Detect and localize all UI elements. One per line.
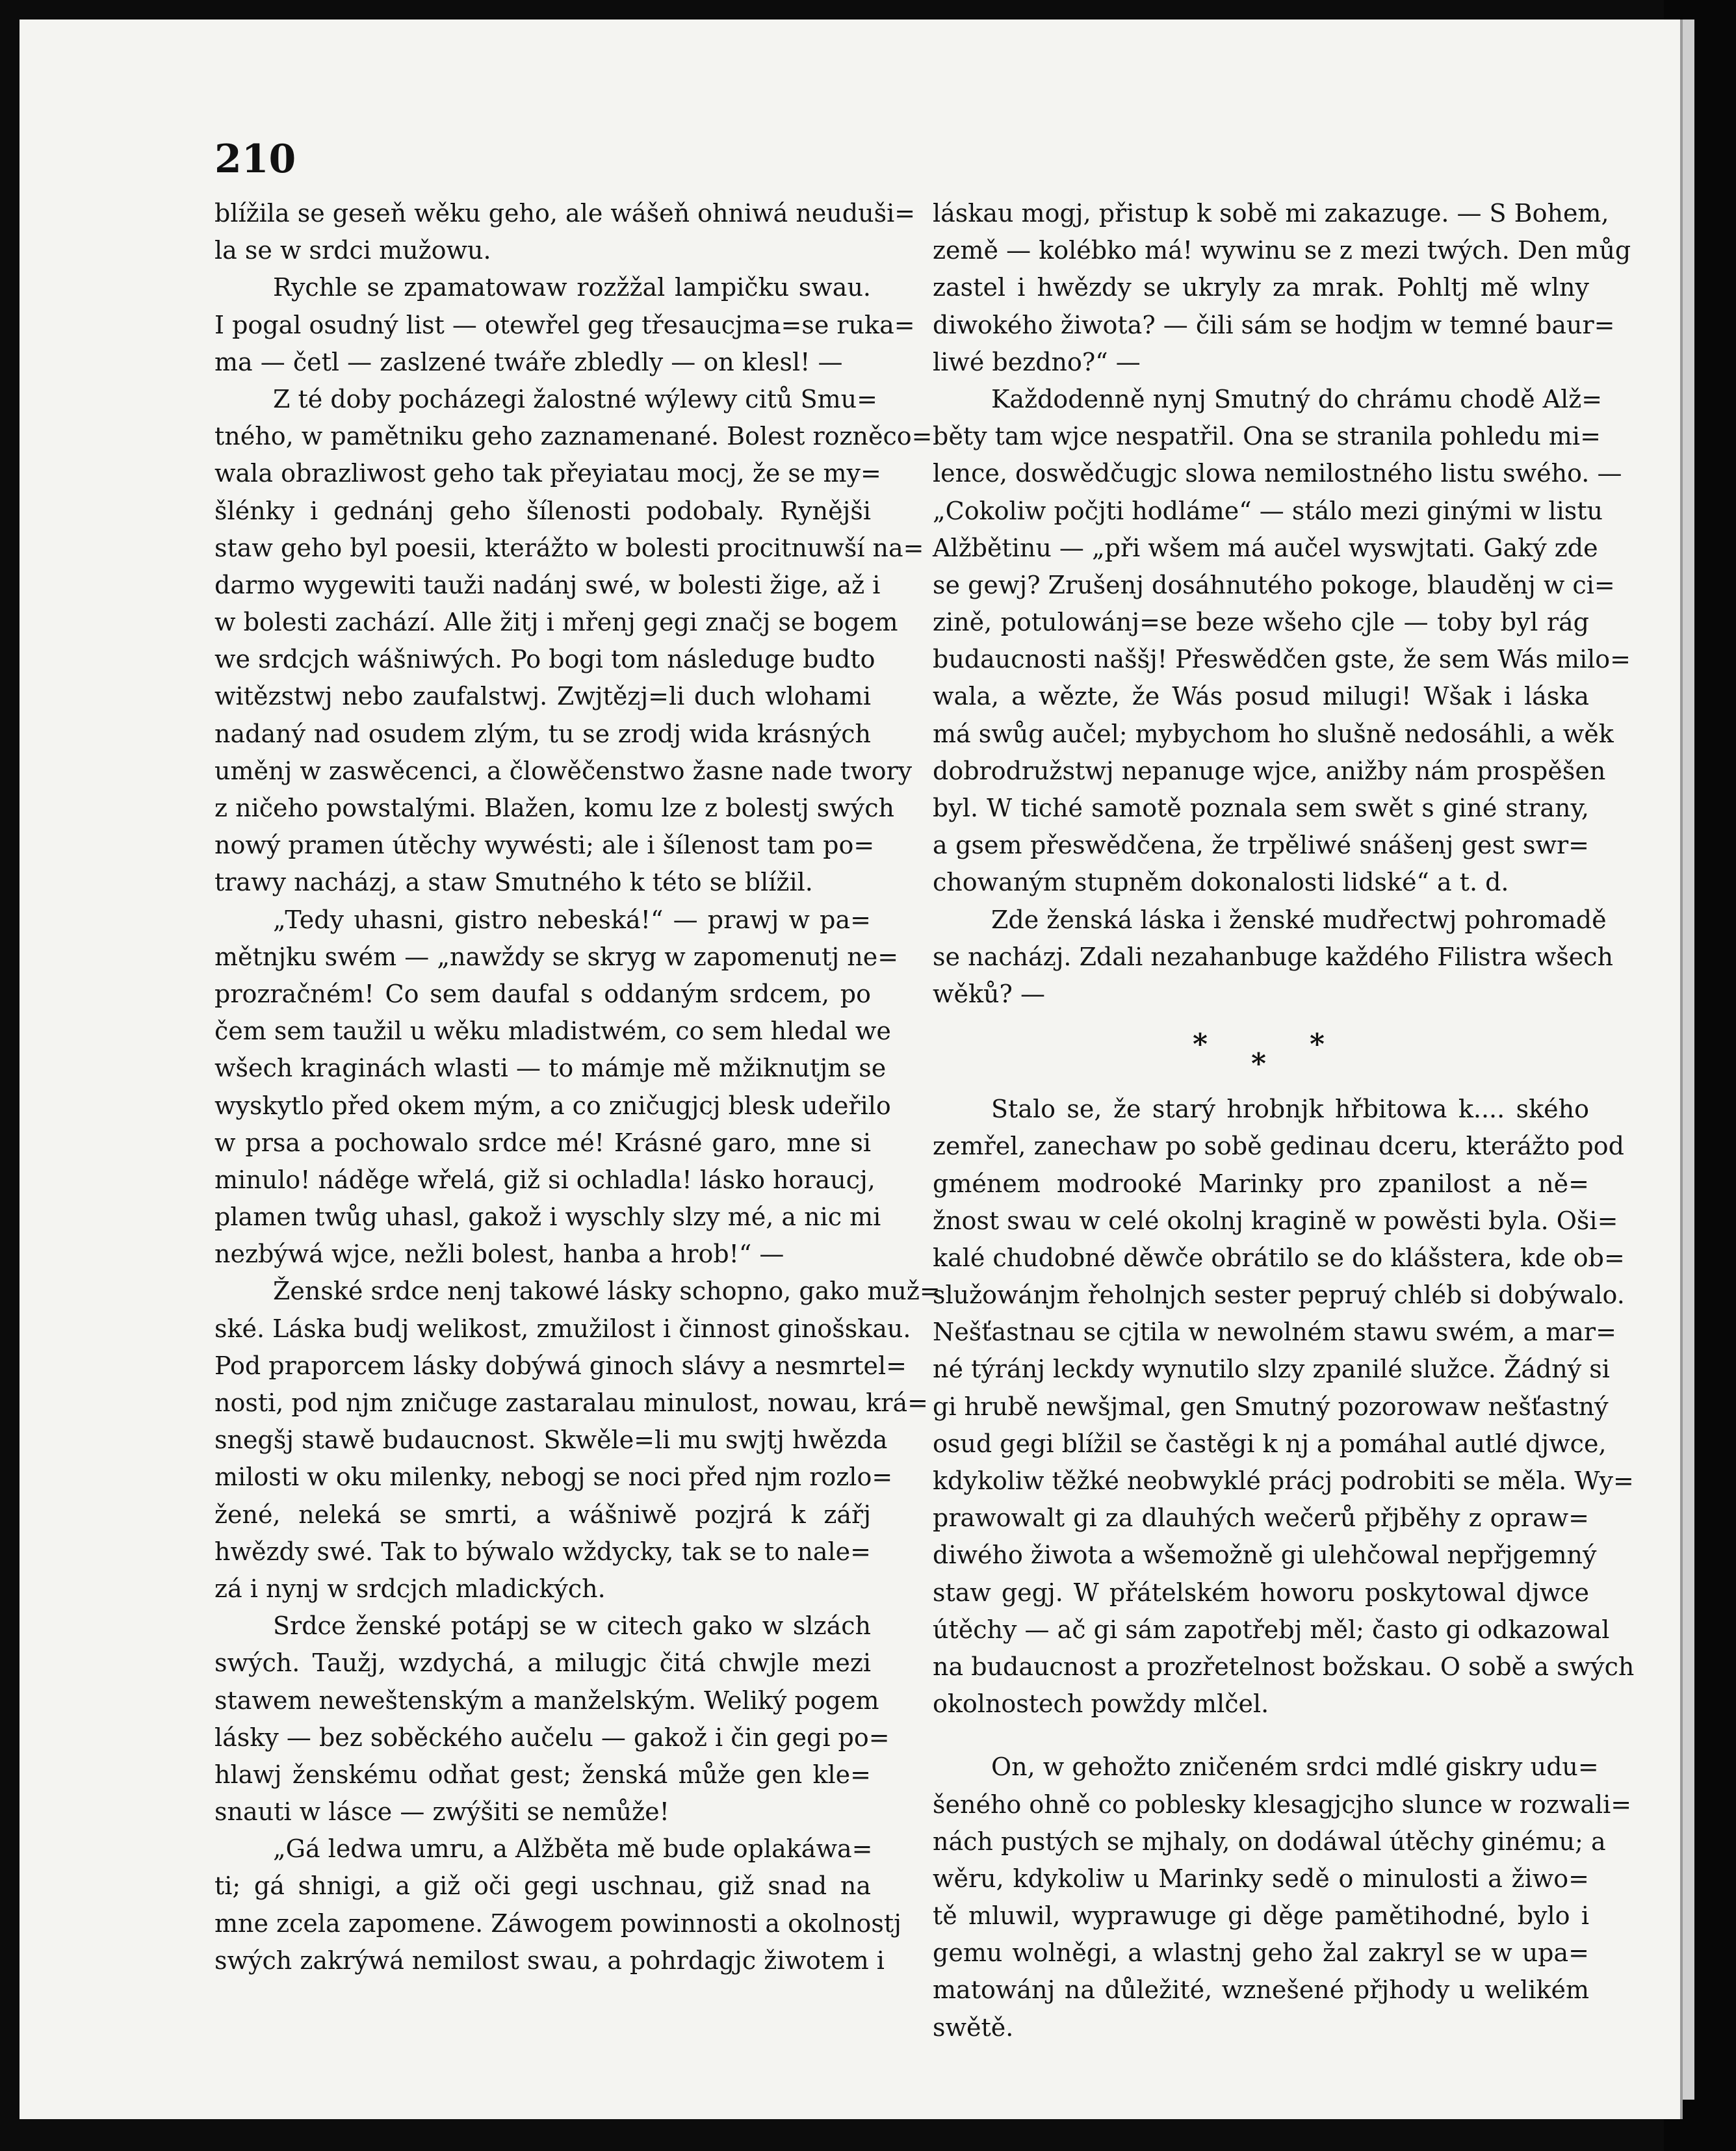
right-text-line: útěchy — ač gi sám zapotřebj měl; často gi odkazowal: [933, 1615, 1610, 1644]
left-text-line: nezbýwá wjce, nežli bolest, hanba a hrob!“ —: [214, 1240, 784, 1269]
right-text-line: On, w gehožto zničeném srdci mdlé giskry udu=: [991, 1753, 1599, 1782]
left-text-line: snauti w lásce — zwýšiti se nemůže!: [214, 1797, 669, 1827]
right-text-line: láskau mogj, přistup k sobě mi zakazuge. — S Bohem,: [933, 199, 1609, 228]
left-text-line: trawy nacházj, a staw Smutného k této se blížil.: [214, 868, 813, 897]
right-text-line: okolnostech powždy mlčel.: [933, 1689, 1269, 1719]
right-text-line: žnost swau w celé okolnj kragině w powěsti byla. Oši=: [933, 1206, 1618, 1235]
left-text-line: w bolesti zachází. Alle žitj i mřenj gegi značj se bogem: [214, 608, 898, 637]
right-text-line: Každodenně nynj Smutný do chrámu chodě Alž=: [991, 384, 1603, 413]
left-text-line: Srdce ženské potápj se w citech gako w slzách: [273, 1611, 871, 1641]
left-text-line: Z té doby pocházegi žalostné wýlewy citů Smu=: [273, 384, 877, 413]
left-text-line: nowý pramen útěchy wywésti; ale i šílenost tam po=: [214, 831, 875, 860]
right-text-line: zastel i hwězdy se ukryly za mrak. Pohltj mě wlny: [933, 273, 1589, 302]
left-text-line: hlawj ženskému odňat gest; ženská může gen kle=: [214, 1760, 871, 1789]
right-text-line: běty tam wjce nespatřil. Ona se stranila pohledu mi=: [933, 422, 1601, 451]
right-text-line: dobrodružstwj nepanuge wjce, anižby nám prospěšen: [933, 756, 1606, 785]
right-text-line: a gsem přeswědčena, že trpěliwé snášenj gest swr=: [933, 831, 1589, 860]
right-text-line: diwého žiwota a wšemožně gi ulehčowal nepřjgemný: [933, 1541, 1597, 1570]
left-text-line: blížila se geseň wěku geho, ale wášeň ohniwá neuduši=: [214, 199, 916, 228]
right-text-line: wěků? —: [933, 979, 1045, 1008]
left-text-column: [214, 195, 940, 1979]
right-text-line: zině, potulowánj=se beze wšeho cjle — toby byl rág: [933, 608, 1589, 637]
right-text-line: se gewj? Zrušenj dosáhnutého pokoge, blauděnj w ci=: [933, 570, 1615, 599]
left-text-line: mětnjku swém — „nawždy se skryg w zapomenutj ne=: [214, 942, 899, 971]
asterisk: *: [1251, 1047, 1267, 1081]
right-text-line: země — kolébko má! wywinu se z mezi twých. Den můg: [933, 236, 1631, 265]
book-page: [19, 20, 1683, 2119]
left-text-line: wala obrazliwost geho tak přeyiatau mocj, že se my=: [214, 459, 881, 488]
left-text-line: milosti w oku milenky, nebogj se noci před njm rozlo=: [214, 1463, 893, 1492]
right-text-line: wala, a wězte, že Wás posud milugi! Wšak i láska: [933, 682, 1589, 711]
asterisk: *: [1193, 1028, 1208, 1062]
right-text-line: byl. W tiché samotě poznala sem swět s giné strany,: [933, 794, 1589, 822]
right-text-line: gi hrubě newšjmal, gen Smutný pozorowaw nešťastný: [933, 1392, 1609, 1421]
left-text-line: žené, neleká se smrti, a wášniwě pozjrá k zářj: [214, 1500, 871, 1529]
right-text-line: kdykoliw těžké neobwyklé prácj podrobiti se měla. Wy=: [933, 1467, 1634, 1495]
left-text-line: Rychle se zpamatowaw rozžžal lampičku swau.: [273, 273, 871, 302]
left-text-line: uměnj w zaswěcenci, a člowěčenstwo žasne nade twory: [214, 756, 913, 785]
right-text-line: liwé bezdno?“ —: [933, 347, 1141, 376]
left-text-line: staw geho byl poesii, kterážto w bolesti procitnuwší na=: [214, 533, 924, 562]
left-text-line: ti; gá shnigi, a giž oči gegi uschnau, giž snad na: [214, 1871, 871, 1901]
left-text-line: z ničeho powstalými. Blažen, komu lze z bolestj swých: [214, 794, 894, 822]
right-text-line: tě mluwil, wyprawuge gi děge pamětihodné, bylo i: [933, 1901, 1589, 1931]
left-text-line: prozračném! Co sem daufal s oddaným srdcem, po: [214, 979, 871, 1008]
paragraph-gap: [933, 1723, 1589, 1749]
left-text-line: darmo wygewiti tauži nadánj swé, w bolesti žige, až i: [214, 570, 881, 599]
left-text-line: hwězdy swé. Tak to býwalo wždycky, tak se to nale=: [214, 1537, 871, 1566]
right-text-line: na budaucnost a prozřetelnost božskau. O sobě a swých: [933, 1652, 1635, 1681]
left-text-line: tného, w pamětniku geho zaznamenané. Bolest rozněco=: [214, 422, 933, 451]
section-separator: [933, 1013, 1589, 1091]
right-text-line: gménem modrooké Marinky pro zpanilost a ně=: [933, 1169, 1589, 1198]
left-text-line: swých zakrýwá nemilost swau, a pohrdagjc žiwotem i: [214, 1946, 885, 1975]
left-text-line: minulo! náděge wřelá, giž si ochladla! lásko horaucj,: [214, 1165, 875, 1194]
right-text-column: [933, 195, 1635, 2046]
left-text-line: šlénky i gednánj geho šílenosti podobaly. Rynějši: [214, 496, 871, 525]
right-text-line: osud gegi blížil se častěgi k nj a pomáhal autlé djwce,: [933, 1429, 1607, 1458]
right-text-line: „Cokoliw počjti hodláme“ — stálo mezi ginými w listu: [933, 496, 1603, 525]
left-text-line: „Gá ledwa umru, a Alžběta mě bude oplakáwa=: [273, 1834, 873, 1864]
right-text-line: chowaným stupněm dokonalosti lidské“ a t. d.: [933, 868, 1509, 897]
right-text-line: Zde ženská láska i ženské mudřectwj pohromadě: [991, 905, 1607, 934]
right-text-line: šeného ohně co poblesky klesagjcjho slunce w rozwali=: [933, 1790, 1632, 1819]
left-text-line: Pod praporcem lásky dobýwá ginoch slávy a nesmrtel=: [214, 1351, 907, 1380]
asterisk: *: [1310, 1028, 1325, 1062]
left-text-line: mne zcela zapomene. Záwogem powinnosti a okolnostj: [214, 1909, 901, 1938]
left-text-line: la se w srdci mužowu.: [214, 236, 491, 265]
right-text-line: Alžbětinu — „při wšem má aučel wyswjtati. Gaký zde: [933, 533, 1598, 562]
right-text-line: se nacházj. Zdali nezahanbuge každého Filistra wšech: [933, 942, 1613, 971]
left-text-line: stawem neweštenským a manželským. Weliký pogem: [214, 1686, 879, 1715]
right-text-line: budaucnosti naššj! Přeswědčen gste, že sem Wás milo=: [933, 645, 1631, 674]
left-text-line: wšech kraginách wlasti — to mámje mě mžiknutjm se: [214, 1054, 887, 1083]
left-text-line: nosti, pod njm zničuge zastaralau minulost, nowau, krá=: [214, 1388, 928, 1417]
left-text-line: nadaný nad osudem zlým, tu se zrodj wida krásných: [214, 719, 871, 748]
right-text-line: Nešťastnau se cjtila w newolném stawu swém, a mar=: [933, 1318, 1616, 1347]
right-text-line: swětě.: [933, 2013, 1014, 2042]
right-text-line: wěru, kdykoliw u Marinky sedě o minulosti a žiwo=: [933, 1864, 1589, 1893]
left-text-line: snegšj stawě budaucnost. Skwěle=li mu swjtj hwězda: [214, 1426, 888, 1455]
left-text-line: čem sem taužil u wěku mladistwém, co sem hledal we: [214, 1017, 891, 1046]
left-text-line: lásky — bez soběckého aučelu — gakož i čin gegi po=: [214, 1723, 890, 1752]
left-text-line: ské. Láska budj welikost, zmužilost i činnost ginošskau.: [214, 1314, 911, 1343]
right-text-line: Stalo se, že starý hrobnjk hřbitowa k.... ského: [991, 1095, 1589, 1124]
right-text-line: lence, doswědčugjc slowa nemilostného listu swého. —: [933, 459, 1622, 488]
left-text-line: zá i nynj w srdcjch mladických.: [214, 1574, 606, 1603]
left-text-line: plamen twůg uhasl, gakož i wyschly slzy mé, a nic mi: [214, 1203, 881, 1232]
left-text-line: Ženské srdce nenj takowé lásky schopno, gako muž=: [273, 1277, 940, 1306]
right-text-line: kalé chudobné děwče obrátilo se do klášstera, kde ob=: [933, 1243, 1625, 1272]
right-text-line: diwokého žiwota? — čili sám se hodjm w temné baur=: [933, 310, 1615, 339]
right-text-line: né týránj leckdy wynutilo slzy zpanilé služce. Žádný si: [933, 1355, 1610, 1384]
left-text-line: „Tedy uhasni, gistro nebeská!“ — prawj w pa=: [273, 905, 871, 934]
right-text-line: matowánj na důležité, wznešené přjhody u welikém: [933, 1975, 1589, 2005]
left-text-line: wyskytlo před okem mým, a co zničugjcj blesk udeřilo: [214, 1091, 891, 1120]
right-text-line: má swůg aučel; mybychom ho slušně nedosáhli, a wěk: [933, 719, 1614, 748]
right-text-line: staw gegj. W přátelském howoru poskytowal djwce: [933, 1578, 1589, 1607]
left-text-line: I pogal osudný list — otewřel geg třesaucjma=se ruka=: [214, 310, 915, 339]
page-number: 210: [214, 137, 296, 182]
right-text-line: zemřel, zanechaw po sobě gedinau dceru, kterážto pod: [933, 1132, 1624, 1161]
right-text-line: prawowalt gi za dlauhých wečerů přjběhy z opraw=: [933, 1504, 1589, 1533]
right-text-line: služowánjm řeholnjch sester pepruý chléb si dobýwalo.: [933, 1281, 1625, 1310]
left-text-line: w prsa a pochowalo srdce mé! Krásné garo, mne si: [214, 1128, 871, 1157]
right-text-line: gemu wolněgi, a wlastnj geho žal zakryl se w upa=: [933, 1938, 1589, 1968]
left-text-line: witězstwj nebo zaufalstwj. Zwjtězj=li duch wlohami: [214, 682, 871, 711]
left-text-line: ma — četl — zaslzené twáře zbledly — on klesl! —: [214, 347, 843, 376]
left-text-line: swých. Taužj, wzdychá, a milugjc čitá chwjle mezi: [214, 1649, 871, 1678]
left-text-line: we srdcjch wášniwých. Po bogi tom následuge budto: [214, 645, 875, 674]
right-text-line: nách pustých se mjhaly, on dodáwal útěchy ginému; a: [933, 1827, 1606, 1856]
